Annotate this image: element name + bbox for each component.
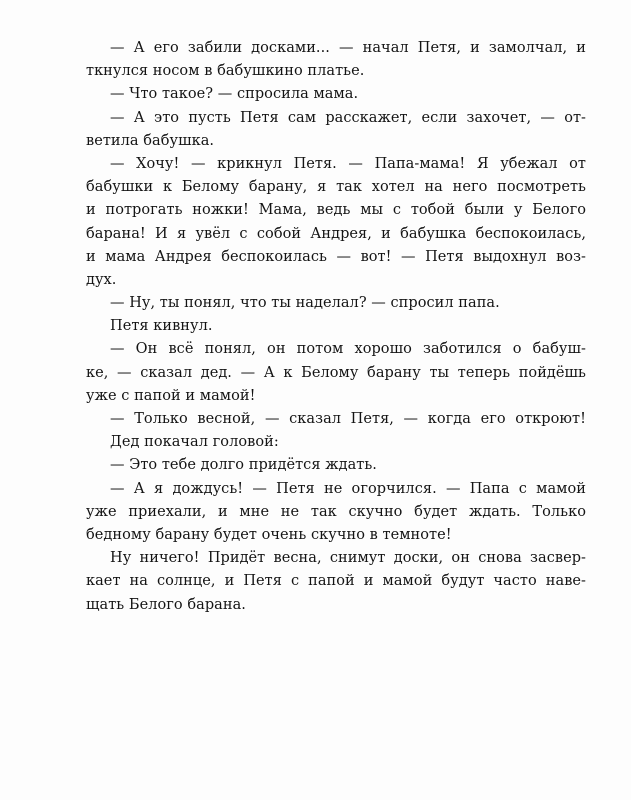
text-line: Петя кивнул. [110,318,213,335]
text-line: — Что такое? — спросила мама. [110,86,359,103]
text-line: барана! И я увёл с собой Андрея, и бабушка беспокоилась, [86,225,586,242]
text-line: и потрогать ножки! Мама, ведь мы с тобой были у Белого [86,202,586,219]
text-line: — А его забили досками... — начал Петя, и замолчал, и [110,40,586,56]
text-line: — Хочу! — крикнул Петя. — Папа-мама! Я убежал от [110,155,586,172]
text-line: — А я дождусь! — Петя не огорчился. — Папа с мамой [110,480,586,497]
page-text [86,37,586,617]
text-line: бедному барану будет очень скучно в темноте! [86,526,452,543]
text-line: щать Белого барана. [86,596,246,613]
text-line: Ну ничего! Придёт весна, снимут доски, он снова засвер- [110,550,586,567]
text-line: — Он всё понял, он потом хорошо заботился о бабуш- [110,341,586,358]
text-line: — Только весной, — сказал Петя, — когда его откроют! [110,411,586,427]
text-line: ткнулся носом в бабушкино платье. [86,63,365,80]
text-line: — Ну, ты понял, что ты наделал? — спросил папа. [110,295,500,312]
text-line: уже с папой и мамой! [86,387,256,404]
text-line: уже приехали, и мне не так скучно будет ждать. Только [86,503,586,520]
text-line: — Это тебе долго придётся ждать. [110,457,377,474]
text-line: ке, — сказал дед. — А к Белому барану ты теперь пойдёшь [86,364,586,381]
text-line: кает на солнце, и Петя с папой и мамой будут часто наве- [86,573,586,590]
text-line: бабушки к Белому барану, я так хотел на него посмотреть [86,179,586,196]
text-line: дух. [86,271,117,288]
text-line: ветила бабушка. [86,132,215,149]
text-line: и мама Андрея беспокоилась — вот! — Петя выдохнул воз- [86,248,586,265]
text-line: Дед покачал головой: [110,434,279,451]
text-line: — А это пусть Петя сам расскажет, если захочет, — от- [110,109,586,126]
